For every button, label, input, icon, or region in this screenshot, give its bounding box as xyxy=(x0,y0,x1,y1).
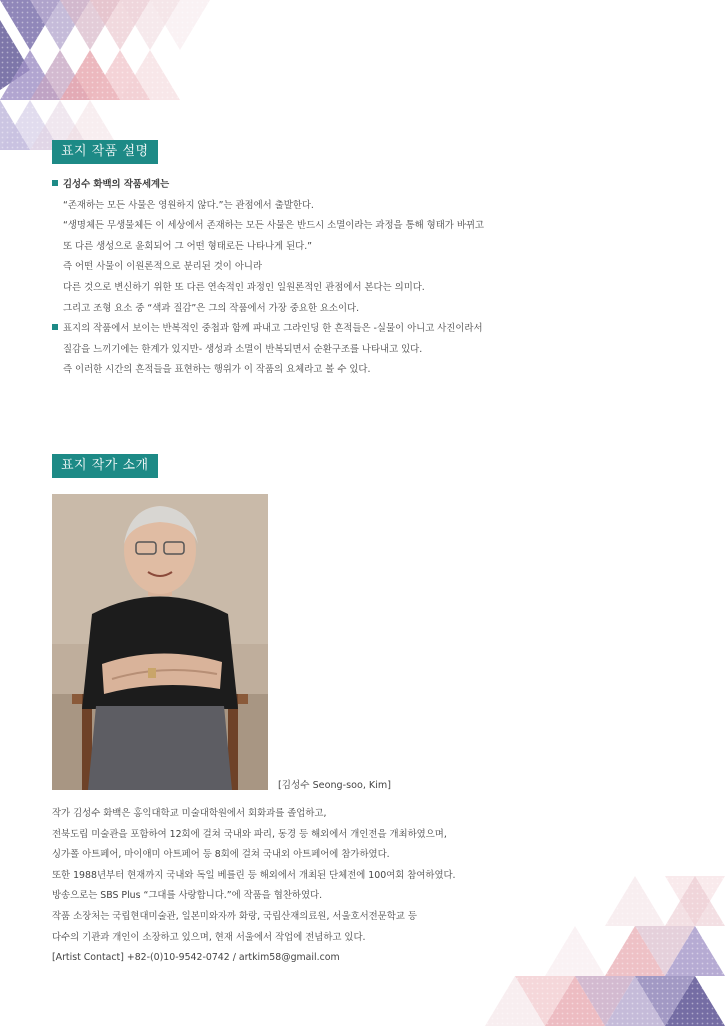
list-item xyxy=(52,175,612,196)
text-line: “생명체든 무생물체든 이 세상에서 존재하는 모든 사물은 반드시 소멸이라는 과정을 통해 형태가 바뀌고 xyxy=(63,220,484,232)
text-line: 또한 1988년부터 현재까지 국내와 독일 베를린 등 해외에서 개최된 단체전에 100여회 참여하였다. xyxy=(52,869,456,881)
square-bullet-icon xyxy=(52,324,58,330)
list-item xyxy=(52,319,612,340)
text-line: “존재하는 모든 사물은 영원하지 않다.”는 관점에서 출발한다. xyxy=(63,199,314,211)
text-line: 또 다른 생성으로 윤회되어 그 어떤 형태로든 나타나게 된다.” xyxy=(63,240,313,252)
text-line: 전북도립 미술관을 포함하여 12회에 걸쳐 국내와 파리, 동경 등 해외에서 개인전을 개최하였으며, xyxy=(52,828,447,840)
decorative-triangle-pattern-top xyxy=(0,0,230,160)
text-line: 다른 것으로 변신하기 위한 또 다른 연속적인 과정인 일원론적인 관점에서 본다는 의미다. xyxy=(63,281,425,293)
text-line: 방송으로는 SBS Plus “그대를 사랑합니다.”에 작품을 협찬하였다. xyxy=(52,890,323,902)
text-line: 질감을 느끼기에는 한계가 있지만- 생성과 소멸이 반복되면서 순환구조를 나타내고 있다. xyxy=(63,343,423,355)
cover-description-text xyxy=(52,175,612,381)
photo-caption: [김성수 Seong-soo, Kim] xyxy=(278,780,391,791)
text-line: 싱가폴 아트페어, 마이애미 아트페어 등 8회에 걸쳐 국내외 아트페어에 참가하였다. xyxy=(52,849,390,861)
text-line: 즉 이러한 시간의 흔적들을 표현하는 행위가 이 작품의 요체라고 볼 수 있다. xyxy=(63,364,371,376)
artist-contact: [Artist Contact] +82-(0)10-9542-0742 / artkim58@gmail.com xyxy=(52,952,340,964)
section-heading-cover-description: 표지 작품 설명 xyxy=(52,140,158,164)
text-line: 그리고 조형 요소 중 “색과 질감”은 그의 작품에서 가장 중요한 요소이다. xyxy=(63,302,360,314)
bullet-title: 김성수 화백의 작품세계는 xyxy=(63,179,170,190)
bullet-text: 표지의 작품에서 보이는 반복적인 중첩과 함께 파내고 그라인딩 한 흔적들은 -실물이 아니고 사진이라서 xyxy=(63,323,483,335)
text-line: 작품 소장처는 국립현대미술관, 일본미와자까 화랑, 국립산재의료원, 서울호서전문학교 등 xyxy=(52,910,417,922)
text-line: 작가 김성수 화백은 홍익대학교 미술대학원에서 회화과를 졸업하고, xyxy=(52,808,327,819)
decorative-triangle-pattern-bottom xyxy=(465,876,725,1026)
artist-photo xyxy=(52,494,268,790)
text-line: 즉 어떤 사물이 이원론적으로 분리된 것이 아니라 xyxy=(63,261,263,273)
text-line: 다수의 기관과 개인이 소장하고 있으며, 현재 서울에서 작업에 전념하고 있다. xyxy=(52,931,366,943)
square-bullet-icon xyxy=(52,180,58,186)
section-heading-artist-intro: 표지 작가 소개 xyxy=(52,454,158,478)
